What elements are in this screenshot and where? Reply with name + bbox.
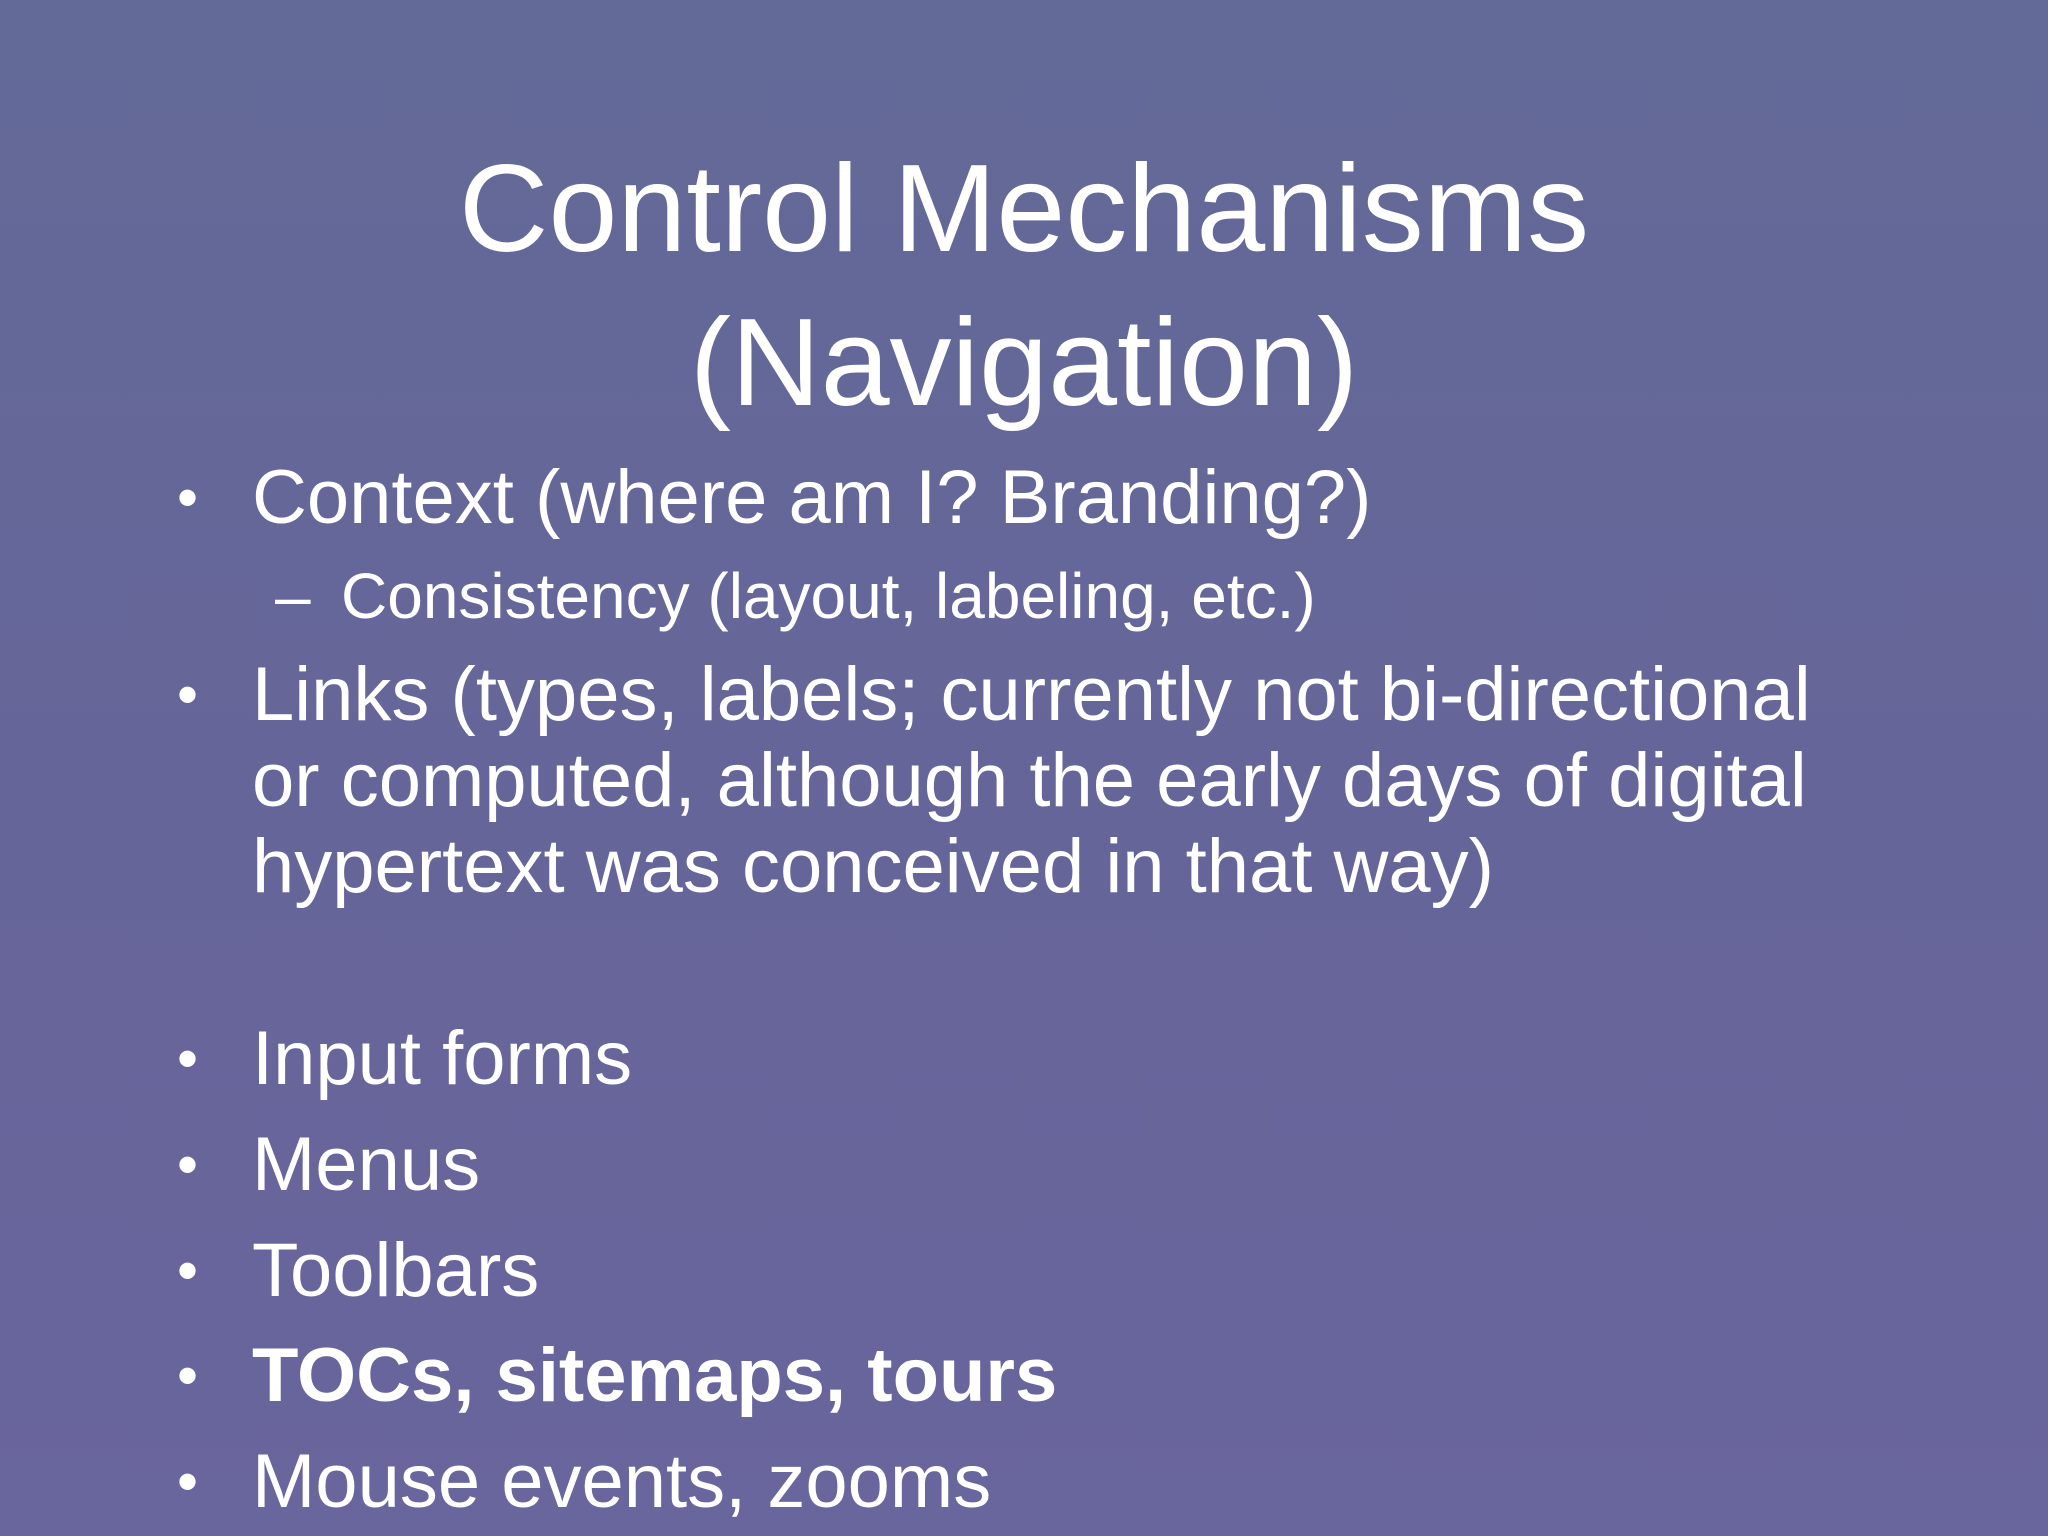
bullet-text: Mouse events, zooms (252, 1439, 992, 1524)
bullet-text: Links (types, labels; currently not bi-directional or computed, although the early days of digital hypertext was conceived in that way) (252, 652, 1811, 909)
bullet-text: TOCs, sitemaps, tours (252, 1333, 1058, 1418)
bullet-icon: • (177, 1448, 199, 1515)
bullet-text: Context (where am I? Branding?) (252, 455, 1372, 540)
bullet-text: Toolbars (252, 1228, 540, 1313)
slide-title-line-1: Control Mechanisms (458, 140, 1590, 278)
slide-title-line-2: (Navigation) (689, 294, 1359, 432)
sub-bullet-text: Consistency (layout, labeling, etc.) (341, 560, 1316, 632)
bullet-text: Menus (252, 1122, 481, 1207)
dash-icon: – (275, 560, 311, 632)
bullet-icon: • (177, 1237, 199, 1304)
bullet-icon: • (177, 661, 199, 728)
bullet-icon: • (177, 1025, 199, 1092)
bullet-text: Input forms (252, 1016, 633, 1101)
bullet-icon: • (177, 1342, 199, 1409)
bullet-icon: • (177, 464, 199, 531)
bullet-icon: • (177, 1131, 199, 1198)
